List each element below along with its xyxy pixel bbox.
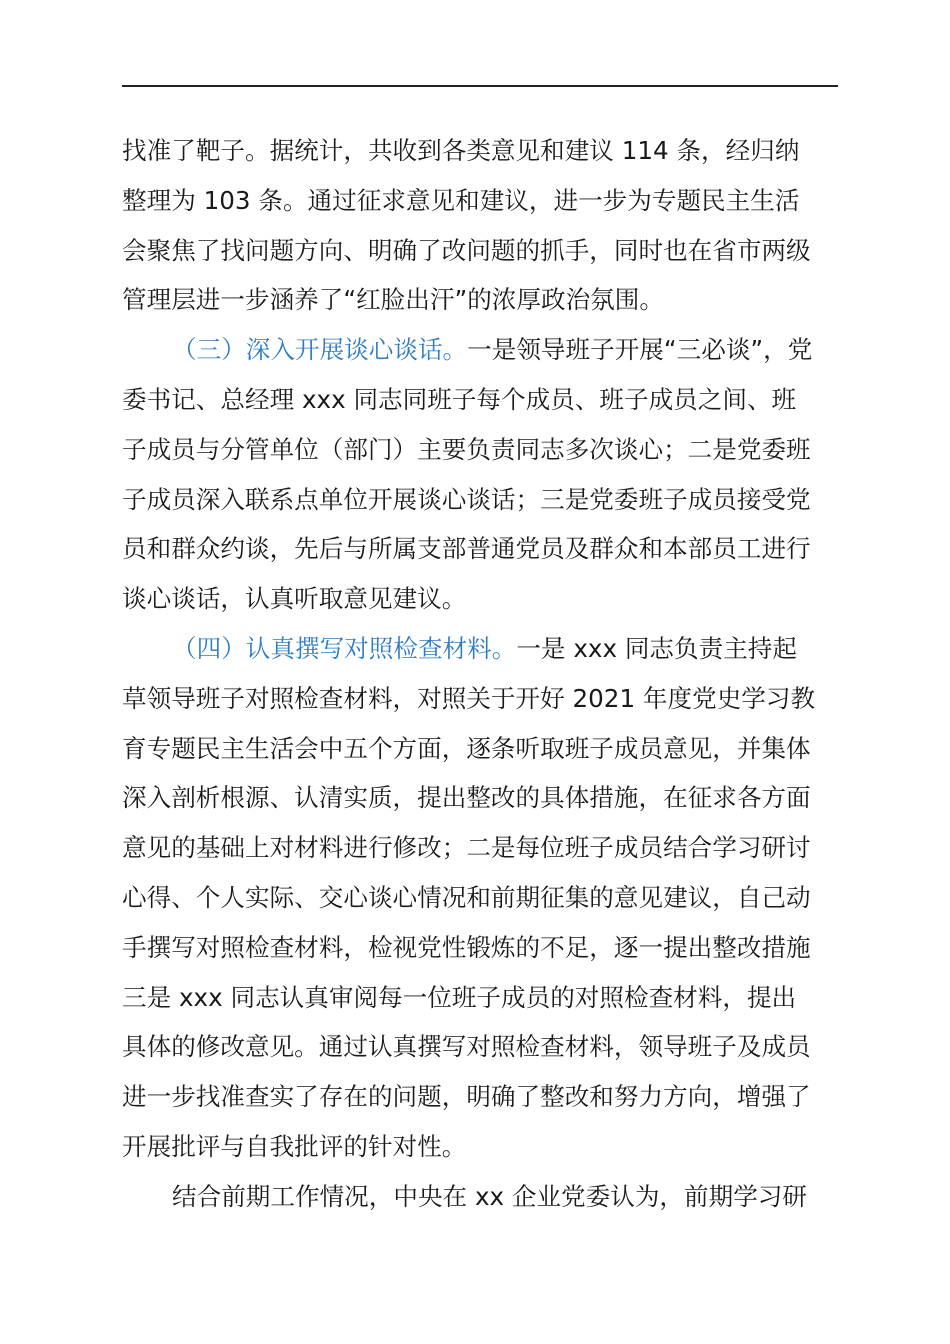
section-4-first-line-text: 一是 xxx 同志负责主持起 <box>516 633 797 663</box>
body-line: 找准了靶子。据统计，共收到各类意见和建议 114 条，经归纳 <box>122 136 800 165</box>
body-line: 心得、个人实际、交心谈心情况和前期征集的意见建议，自己动 <box>122 882 811 912</box>
body-line: 开展批评与自我批评的针对性。 <box>122 1131 467 1161</box>
section-3-heading: （三）深入开展谈心谈话。 <box>172 335 468 365</box>
body-line: 员和群众约谈，先后与所属支部普通党员及群众和本部员工进行 <box>122 534 811 564</box>
body-line: 整理为 103 条。通过征求意见和建议，进一步为专题民主生活 <box>122 185 800 215</box>
header-divider <box>122 85 838 87</box>
body-line: 草领导班子对照检查材料，对照关于开好 2021 年度党史学习教 <box>122 683 816 713</box>
body-line: 深入剖析根源、认清实质，提出整改的具体措施，在征求各方面 <box>122 783 811 813</box>
document-body <box>122 126 838 1222</box>
body-line: 进一步找准查实了存在的问题，明确了整改和努力方向，增强了 <box>122 1082 811 1112</box>
section-4-heading: （四）认真撰写对照检查材料。 <box>172 633 517 663</box>
body-line: 手撰写对照检查材料，检视党性锻炼的不足，逐一提出整改措施 <box>122 932 811 962</box>
body-line: 谈心谈话，认真听取意见建议。 <box>122 584 467 614</box>
body-line: 子成员与分管单位（部门）主要负责同志多次谈心；二是党委班 <box>122 434 811 464</box>
body-line: 管理层进一步涵养了“红脸出汗”的浓厚政治氛围。 <box>122 285 664 315</box>
body-line: 具体的修改意见。通过认真撰写对照检查材料，领导班子及成员 <box>122 1032 811 1062</box>
body-line: 会聚焦了找问题方向、明确了改问题的抓手，同时也在省市两级 <box>122 235 811 265</box>
body-line: 子成员深入联系点单位开展谈心谈话；三是党委班子成员接受党 <box>122 484 811 514</box>
body-line: 委书记、总经理 xxx 同志同班子每个成员、班子成员之间、班 <box>122 384 797 414</box>
body-line: 三是 xxx 同志认真审阅每一位班子成员的对照检查材料，提出 <box>122 982 797 1012</box>
section-4-first-line <box>122 624 838 674</box>
body-line: 育专题民主生活会中五个方面，逐条听取班子成员意见，并集体 <box>122 733 811 763</box>
body-line: 结合前期工作情况，中央在 xx 企业党委认为，前期学习研 <box>172 1181 807 1211</box>
body-line: 意见的基础上对材料进行修改；二是每位班子成员结合学习研讨 <box>122 833 811 863</box>
section-3-first-line-text: 一是领导班子开展“三必谈”，党 <box>467 335 813 365</box>
section-3-first-line <box>122 325 838 375</box>
